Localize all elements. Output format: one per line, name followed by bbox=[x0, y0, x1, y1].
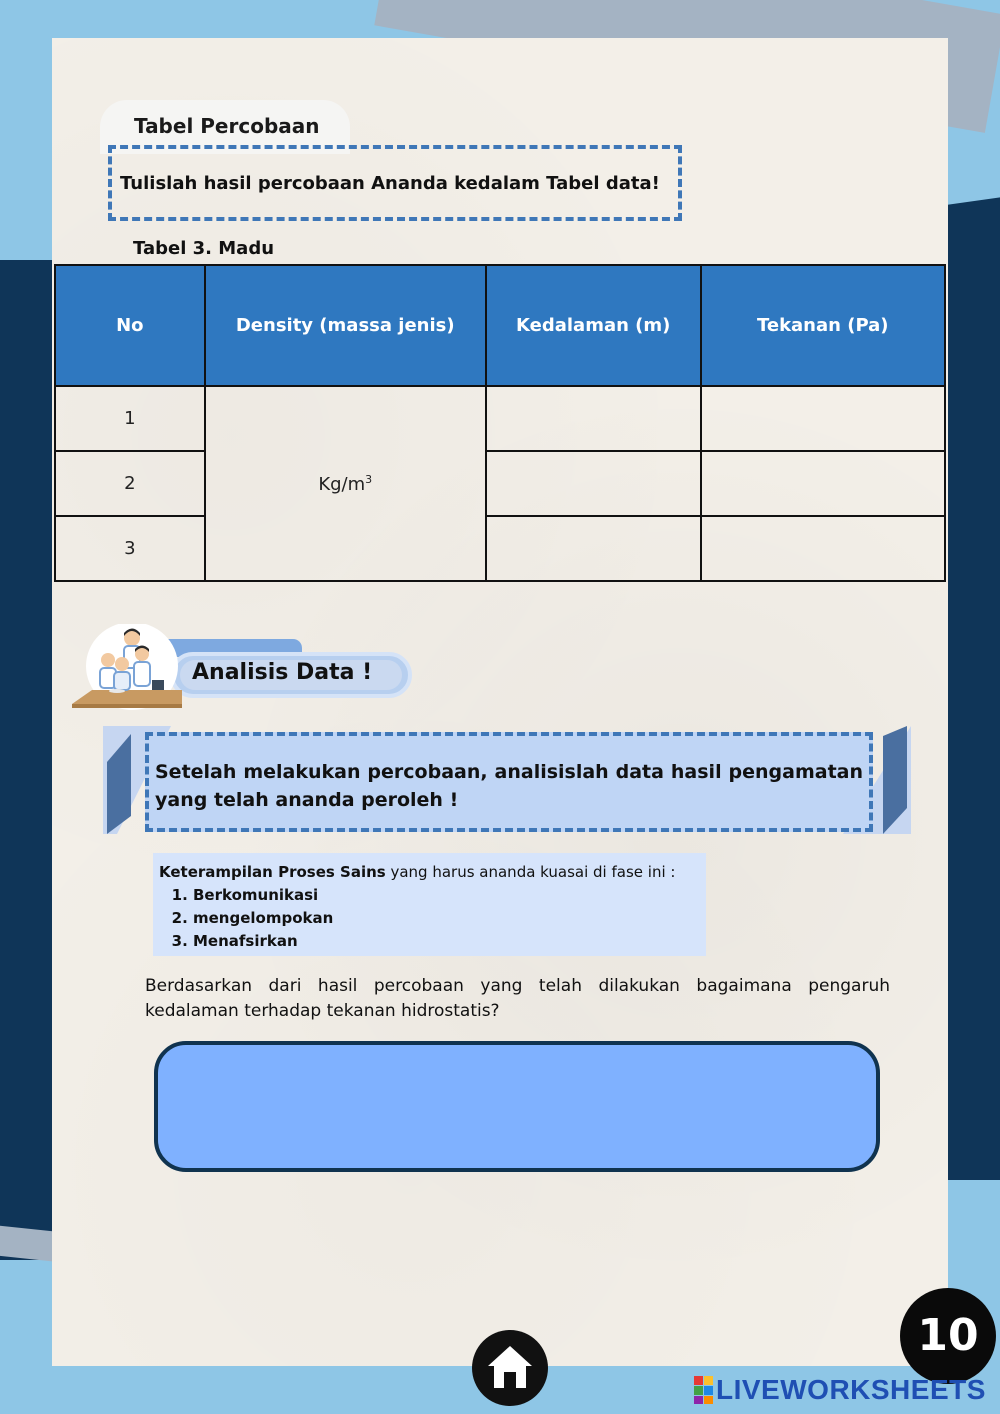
header-pressure: Tekanan (Pa) bbox=[701, 265, 945, 386]
skills-box bbox=[153, 853, 706, 956]
home-button[interactable] bbox=[472, 1330, 548, 1406]
depth-input-cell[interactable] bbox=[486, 386, 701, 451]
row-number: 1 bbox=[55, 386, 205, 451]
skill-item: 3. Menafsirkan bbox=[193, 930, 706, 953]
density-unit-cell bbox=[205, 386, 486, 581]
row-number: 3 bbox=[55, 516, 205, 581]
liveworksheets-logo-icon bbox=[694, 1376, 714, 1404]
table-row bbox=[55, 386, 945, 451]
density-unit: Kg/m bbox=[318, 473, 366, 495]
section-title: Tabel Percobaan bbox=[100, 100, 350, 154]
skill-item: 1. Berkomunikasi bbox=[193, 884, 706, 907]
background-panel-left bbox=[0, 260, 60, 1260]
table-row bbox=[55, 516, 945, 581]
depth-input-cell[interactable] bbox=[486, 451, 701, 516]
table-caption: Tabel 3. Madu bbox=[133, 238, 275, 259]
skills-list bbox=[159, 884, 706, 953]
analysis-task-text: Setelah melakukan percobaan, analisislah data hasil pengamatan yang telah ananda peroleh ! bbox=[145, 732, 873, 832]
skill-item: 2. mengelompokan bbox=[193, 907, 706, 930]
pressure-input-cell[interactable] bbox=[701, 451, 945, 516]
row-number: 2 bbox=[55, 451, 205, 516]
liveworksheets-logo bbox=[694, 1374, 990, 1406]
header-density: Density (massa jenis) bbox=[205, 265, 486, 386]
skills-intro-text: yang harus ananda kuasai di fase ini : bbox=[385, 863, 676, 881]
instruction-box: Tulislah hasil percobaan Ananda kedalam Tabel data! bbox=[108, 145, 682, 221]
pressure-input-cell[interactable] bbox=[701, 386, 945, 451]
table-row bbox=[55, 451, 945, 516]
density-unit-exponent: 3 bbox=[365, 472, 373, 486]
header-depth: Kedalaman (m) bbox=[486, 265, 701, 386]
page-number: 10 bbox=[900, 1288, 996, 1384]
skills-intro bbox=[159, 861, 706, 884]
background-panel-right bbox=[940, 180, 1000, 1180]
students-illustration bbox=[72, 624, 187, 714]
home-icon bbox=[472, 1330, 548, 1406]
analysis-task-box bbox=[103, 726, 911, 834]
skills-intro-bold: Keterampilan Proses Sains bbox=[159, 863, 386, 881]
answer-input[interactable] bbox=[154, 1041, 880, 1172]
header-no: No bbox=[55, 265, 205, 386]
analysis-title: Analisis Data ! bbox=[192, 660, 373, 685]
depth-input-cell[interactable] bbox=[486, 516, 701, 581]
pressure-input-cell[interactable] bbox=[701, 516, 945, 581]
question-text: Berdasarkan dari hasil percobaan yang telah dilakukan bagaimana pengaruh kedalaman terhadap tekanan hidrostatis? bbox=[145, 976, 890, 1021]
liveworksheets-text: LIVEWORKSHEETS bbox=[716, 1374, 986, 1405]
table-header-row bbox=[55, 265, 945, 386]
data-table bbox=[54, 264, 946, 582]
